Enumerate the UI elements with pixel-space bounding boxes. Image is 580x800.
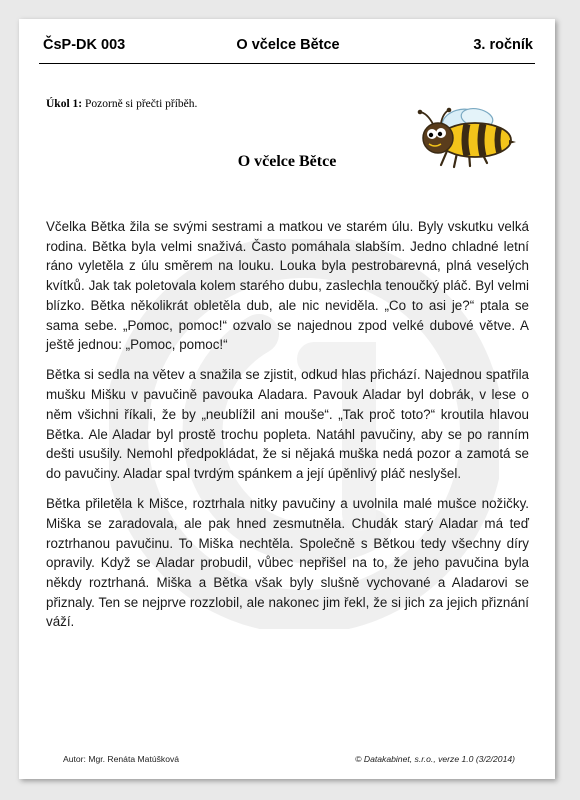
page-header (43, 37, 533, 59)
grade-label: 3. ročník (473, 37, 533, 53)
footer-copyright: © Datakabinet, s.r.o., verze 1.0 (3/2/2014) (355, 754, 515, 764)
story-paragraph-2: Bětka si sedla na větev a snažila se zjistit, odkud hlas přichází. Najednou spatřila mušku Mišku v pavučině pavouka Aladara. Pavouk Aladar byl dobrák, v lese o něm všichni říkali, že by „neublížil ani mouše“. „Tak proč toto?“ kroutila hlavou Bětka. Ale Aladar byl prostě trochu popleta. Natáhl pavučiny, aby se po ranním dešti usušily. Nemohl předpokládat, že si nějaká muška nedá pozor a zamotá se do pavučiny. Aladar spal tvrdým spánkem a její úpěnlivý pláč neslyšel. (46, 367, 529, 481)
header-title: O včelce Bětce (236, 37, 340, 53)
worksheet-page (19, 19, 555, 779)
story-paragraph-3: Bětka přiletěla k Mišce, roztrhala nitky pavučiny a uvolnila malé mušce nožičky. Miška se zaradovala, ale pak hned zesmutněla. Chudák starý Aladar má teď roztrhanou pavučinu. To Miška nechtěla. Společně s Bětkou tedy všechny díry opravily. Když se Aladar probudil, vůbec nepřišel na to, že jeho pavučina byla někdy roztrhaná. Miška a Bětka však byly slušně vychované a Aladarovi se přiznaly. Ten se nejprve rozzlobil, ale nakonec jim řekl, že si jich za jejich přiznání váží. (46, 496, 529, 630)
task-label: Úkol 1: (46, 98, 83, 110)
story-title: O včelce Bětce (237, 153, 337, 170)
task-text: Pozorně si přečti příběh. (82, 98, 198, 110)
story-text (46, 217, 529, 643)
header-divider (39, 63, 535, 64)
footer-author: Autor: Mgr. Renáta Matúšková (63, 754, 180, 764)
task-instruction (46, 98, 197, 110)
story-paragraph-1: Včelka Bětka žila se svými sestrami a matkou ve starém úlu. Byly vskutku velká rodina. Bětka byla velmi snaživá. Často pomáhala slabším. Jedno chladné letní ráno vyletěla z úlu směrem na louku. Louka byla pestrobarevná, plná veselých kvítků. Jak tak poletovala kolem starého dubu, zaslechla tenoučký pláč. Byl velmi blízko. Bětka několikrát obletěla dub, ale nic neviděla. „Co to asi je?“ ptala se sama sebe. „Pomoc, pomoc!“ ozvalo se najednou zpod velké dubové větve. A ještě jednou: „Pomoc, pomoc!“ (46, 219, 529, 353)
worksheet-code: ČsP-DK 003 (43, 37, 126, 53)
